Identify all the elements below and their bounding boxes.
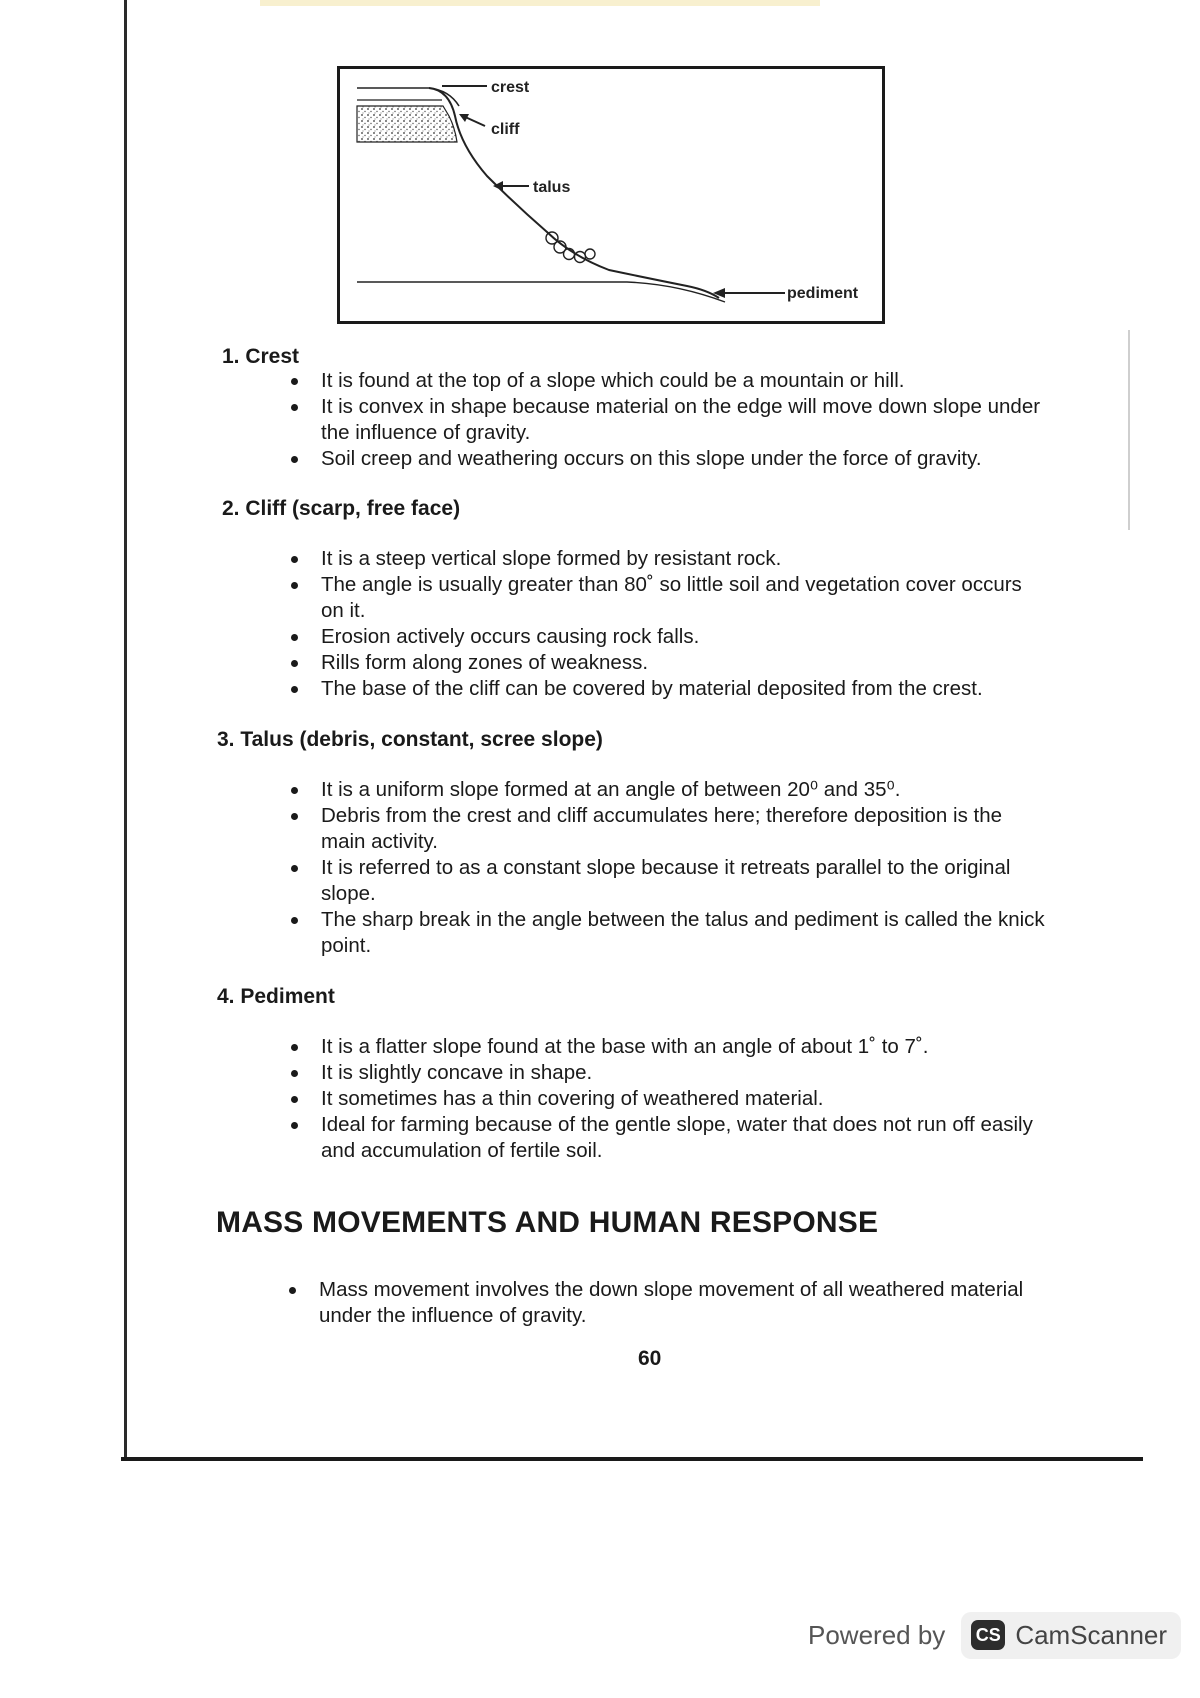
- talus-label: talus: [533, 179, 571, 196]
- camscanner-logo-icon: CS: [971, 1620, 1005, 1650]
- camscanner-pill: [961, 1612, 1181, 1659]
- page-number: 60: [638, 1347, 662, 1370]
- mass-movements-title: MASS MOVEMENTS AND HUMAN RESPONSE: [216, 1206, 879, 1239]
- section-heading-talus: 3. Talus (debris, constant, scree slope): [217, 728, 603, 751]
- list-item: It sometimes has a thin covering of weathered material.: [321, 1086, 1081, 1112]
- list-item: Debris from the crest and cliff accumulates here; therefore deposition is the main activity.: [321, 803, 1051, 855]
- page-border-right: [1128, 330, 1130, 530]
- list-item: Mass movement involves the down slope movement of all weathered material under the influence of gravity.: [319, 1277, 1039, 1329]
- slope-profile-diagram: [337, 66, 885, 324]
- list-item: The base of the cliff can be covered by material deposited from the crest.: [321, 676, 1101, 702]
- crest-label: crest: [491, 79, 530, 96]
- list-item: The angle is usually greater than 80˚ so little soil and vegetation cover occurs on it.: [321, 572, 1041, 624]
- section-heading-pediment: 4. Pediment: [217, 985, 335, 1008]
- cliff-rock-block: [357, 106, 457, 142]
- scan-top-tint: [260, 0, 820, 6]
- talus-bullet-list: [321, 777, 1061, 959]
- pediment-bullet-list: [321, 1034, 1081, 1164]
- page-border-left: [124, 0, 127, 1460]
- list-item: Soil creep and weathering occurs on this slope under the force of gravity.: [321, 446, 1081, 472]
- list-item: Rills form along zones of weakness.: [321, 650, 1041, 676]
- cliff-bullet-list: [321, 546, 1041, 702]
- section-heading-cliff: 2. Cliff (scarp, free face): [222, 497, 461, 520]
- list-item: It is slightly concave in shape.: [321, 1060, 1081, 1086]
- list-item: It is convex in shape because material on the edge will move down slope under the influence of gravity.: [321, 394, 1066, 446]
- mass-movements-bullet-list: [319, 1277, 1039, 1329]
- list-item: The sharp break in the angle between the talus and pediment is called the knick point.: [321, 907, 1091, 959]
- list-item: It is a flatter slope found at the base with an angle of about 1˚ to 7˚.: [321, 1034, 1081, 1060]
- list-item: Erosion actively occurs causing rock falls.: [321, 624, 1041, 650]
- crest-surface: [357, 88, 459, 106]
- camscanner-watermark: [808, 1608, 1181, 1662]
- list-item: It is a uniform slope formed at an angle of between 20⁰ and 35⁰.: [321, 777, 1061, 803]
- list-item: It is found at the top of a slope which could be a mountain or hill.: [321, 368, 1081, 394]
- list-item: It is referred to as a constant slope because it retreats parallel to the original slope.: [321, 855, 1041, 907]
- page-border-bottom: [121, 1457, 1143, 1461]
- cliff-label: cliff: [491, 121, 520, 138]
- powered-by-text: Powered by: [808, 1619, 946, 1650]
- list-item: Ideal for farming because of the gentle slope, water that does not run off easily and accumulation of fertile soil.: [321, 1112, 1066, 1164]
- base-line: [357, 282, 725, 302]
- list-item: It is a steep vertical slope formed by resistant rock.: [321, 546, 1041, 572]
- pediment-label: pediment: [787, 285, 859, 302]
- crest-bullet-list: [321, 368, 1081, 472]
- camscanner-brand: CamScanner: [1015, 1619, 1168, 1650]
- section-heading-crest: 1. Crest: [222, 345, 300, 368]
